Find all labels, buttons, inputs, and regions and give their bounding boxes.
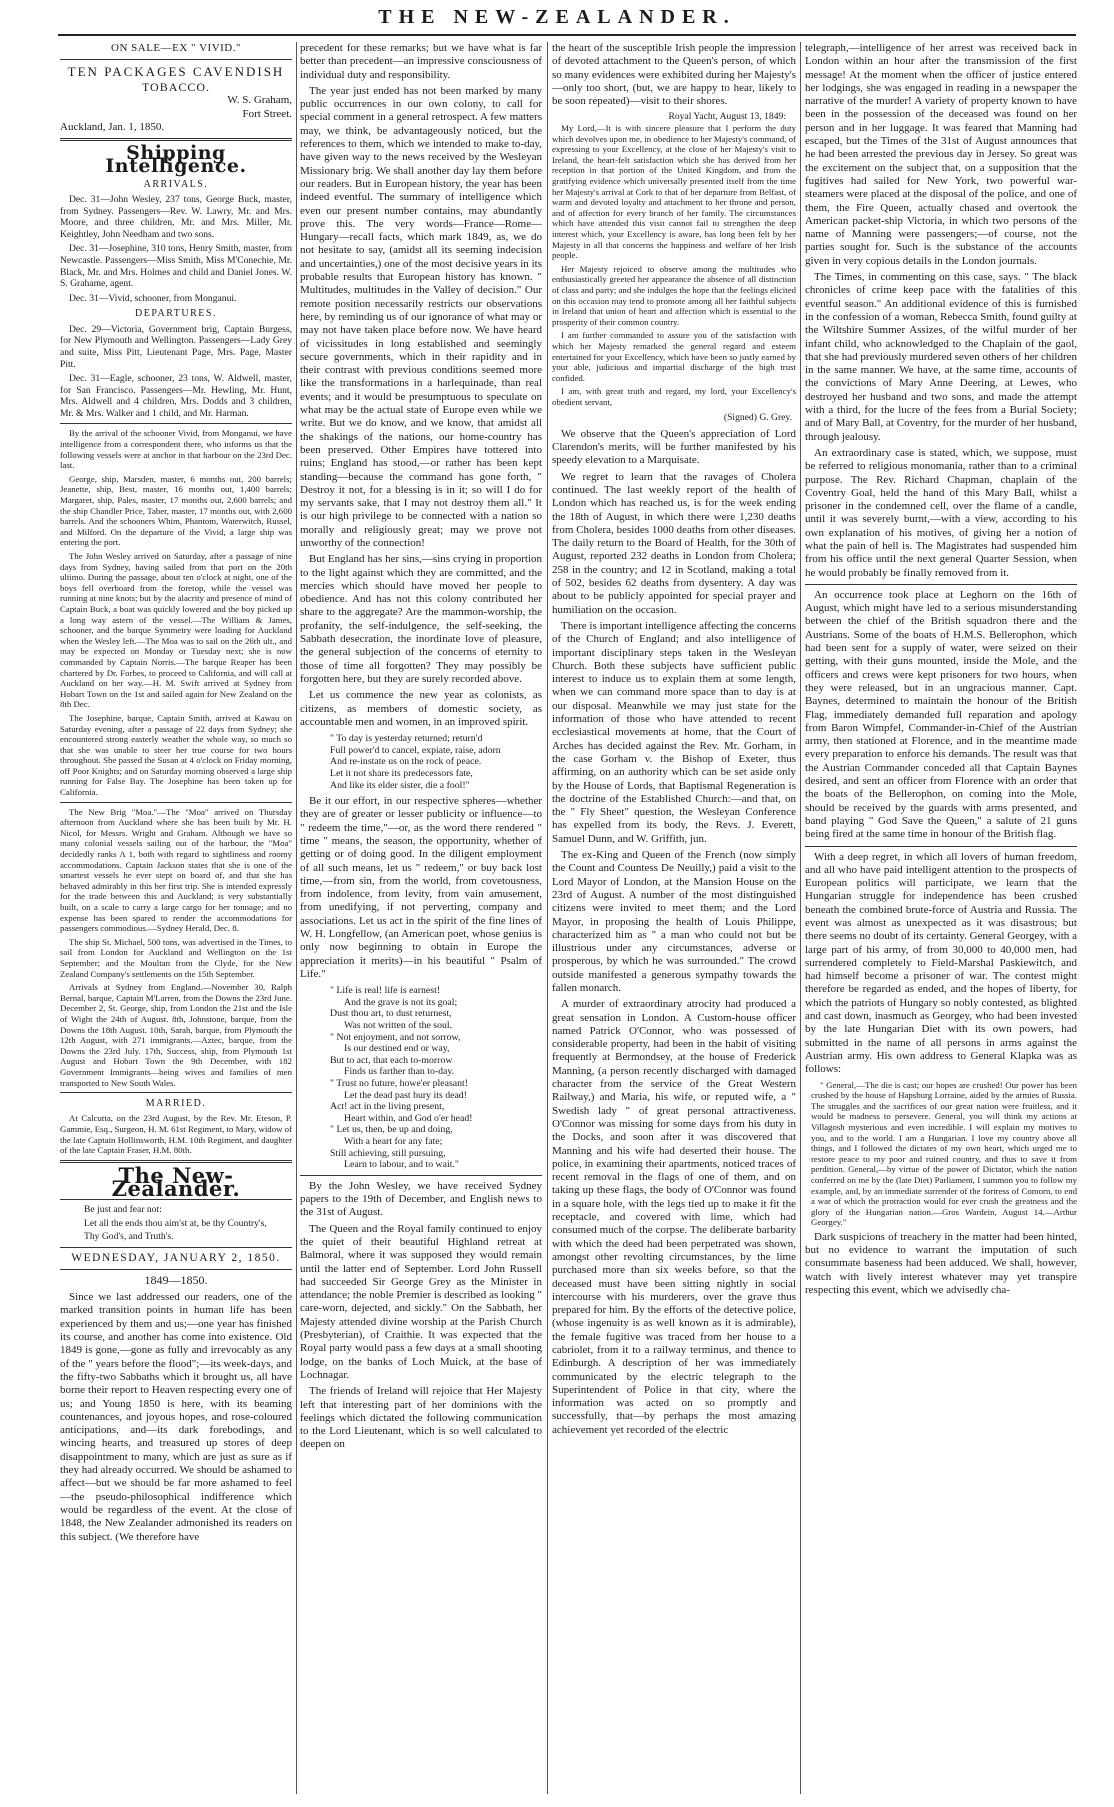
poem-line: Act! act in the living present, <box>330 1101 445 1113</box>
letter-paragraph: Her Majesty rejoiced to observe among the multitudes who enthusiastically greeted her appearance the absence of all distinction of class and party; and she indulges the hope that the feelings elicited on this occasion may tend to promote among all her faithful subjects in Ireland that union of heart and affection which is essential to the prosperity of their common country. <box>552 263 796 327</box>
poem-line: Was not written of the soul. <box>344 1020 453 1032</box>
editorial-paragraph: Since we last addressed our readers, one of the marked transition points in human life has been experienced by them and us;—one year has finished its course, and another has come into existence. Old 1849 is gone,—gone as fully and irrevocably as any of the " years before the flood";—its week-days, and the fifty-two Sabbaths which it brought us, all have borne their report to Heaven respecting every one of us; and Young 1850 is here, with its beaming countenances, and joyous hopes, and rose-coloured anticipations, and—its dark forebodings, and wincing hearts, and treasured up stores of deep disappointment to many, which are just as sure as if they had already occurred. We should be ashamed to affect—but we should be far more ashamed to feel—the pseudo-philosophical indifference which would be regardless of the event. At the close of 1848, the New Zealander admonished its readers on this subject. (We therefore have <box>60 1291 292 1543</box>
arrival-entry: Dec. 31—Josephine, 310 tons, Henry Smith, master, from Newcastle. Passengers—Miss Smith, Miss M'Conechie, Mr. Black, Mr. and Mrs. Holmes and child and Daniel Jones. W. S. Grahame, agent. <box>60 243 292 290</box>
departure-entry: Dec. 29—Victoria, Government brig, Captain Burgess, for New Plymouth and Wellington. Passengers—Lady Grey and suite, Miss Pitt, Lieutenant Page, Mrs. Page, Master Pitt. <box>60 323 292 370</box>
editorial-paragraph: Let us commence the new year as colonists, as citizens, as members of domestic society, as accountable men and women, in an improved spirit. <box>300 689 542 728</box>
news-paragraph: The John Wesley arrived on Saturday, after a passage of nine days from Sydney, having sailed from that port on the 20th ultimo. During the passage, about ten o'clock at night, one of the boys fell overboard from the foretop, while the vessel was running at nine knots; but by the alacrity and presence of mind of Captain Buck, a boat was quickly lowered and the boy picked up a long way astern of the vessel.—The William & James, schooner, and the barque Symmetry were loading for Auckland when the Wesley left.—The Moa was to sail on the 26th ult., and may be expected on Monday or Tuesday next; she is now commanded by Captain Norris.—The barque Reaper has been chartered by Dr. Forbes, to proceed to California, and will call at Auckland on her way.—H. M. Swift arrived at Sydney from Hobart Town on the 1st and sailed again for New Zealand on the 8th Dec. <box>60 551 292 710</box>
poem-line: Is our destined end or way, <box>344 1043 450 1055</box>
paper-title: The New-Zealander. <box>111 1162 241 1202</box>
news-paragraph: A murder of extraordinary atrocity had produced a great sensation in London. A Custom-house officer named Patrick O'Connor, who was possessed of considerable property, had been in the habit of visiting frequently at Bermondsey, at the house of Frederick Manning, (a person recently discharged with damaged character from the service of the Great Western Railway,) and Maria, his wife, or reputed wife, a " Swedish lady " of great personal attractiveness. O'Connor was missing for some days from his duty in the Docks, and soon after it was discovered that Manning and his wife had deserted their house. The police, in examining their apartments, noticed traces of recent removal in the flags of one of them, and on taking up these flags, the body of O'Connor was found in a square hole, with the legs tied up to make it fit the receptacle, and covered with lime, which had consumed much of the corpse. The deliberate barbarity with which the deed had been perpetrated was shown, amongst other revolting circumstances, by the lime purchased more than six weeks before, so that the deceased must have been sitting nightly in social intercourse with his murderers, over the grave thus prepared for him. By the efforts of the detective police, (whose ingenuity is as well known as it is admirable), the female fugitive was traced from her house to a cabriolet, from it to a railway terminus, and thence to Edinburgh. A description of her was immediately communicated by the electric telegraph to the Superintendent of Police in that city, where the information was acted on so promptly and successfully, that—by perhaps the most amazing achievement yet recorded of the electric <box>552 998 796 1436</box>
divider <box>60 1247 292 1248</box>
news-paragraph: By the arrival of the schooner Vivid, from Monganui, we have intelligence from a correspondent there, who informs us that the following vessels were at anchor in that harbour on the 23rd Dec. last. <box>60 428 292 471</box>
dateline: WEDNESDAY, JANUARY 2, 1850. <box>71 1251 281 1264</box>
news-paragraph: We observe that the Queen's appreciation of Lord Clarendon's merits, will be further manifested by his speedy elevation to a Marquisate. <box>552 427 796 467</box>
departures-head: DEPARTURES. <box>135 308 217 320</box>
poem-line: Let it not share its predecessors fate, <box>330 767 473 779</box>
poem-line: But to act, that each to-morrow <box>330 1054 453 1066</box>
news-paragraph: The ex-King and Queen of the French (now simply the Count and Countess De Neuilly,) paid a visit to the Lord Mayor of London, at the Mansion House on the 23rd of August. A number of the most distinguished citizens were invited to meet them; and the Lord Mayor, in proposing the health of Louis Philippe, characterized him as " a man who could not but be illustrious under any circumstances, adverse or prosperous, by which he was surrounded." The crowd outside manifested a generous sympathy towards the fallen monarch. <box>552 849 796 994</box>
ad-head: ON SALE—EX " VIVID." <box>111 42 241 54</box>
poem-2 <box>330 985 542 1171</box>
news-paragraph: We regret to learn that the ravages of Cholera continued. The last weekly report of the health of London which has reached us, is for the week ending the 18th of August, in which there were 1,230 deaths from Cholera, besides 1000 deaths from other diseases. The daily return to the Board of Health, for the 30th of August, reported 232 deaths in London from Cholera; 258 in the country; and 12 in Scotland, making a total of 502, besides 62 deaths from dysentery. A day was about to be publicly appointed for special prayer and humiliation on the occasion. <box>552 470 796 616</box>
arrival-entry: Dec. 31—Vivid, schooner, from Monganui. <box>69 292 237 304</box>
arrivals-head: ARRIVALS. <box>143 178 209 190</box>
news-paragraph: telegraph,—intelligence of her arrest was received back in London within an hour after the transmission of the first message! At the moment when the officer of justice entered her lodgings, she was engaged in reading in a newspaper the narrative of the murder! A variety of property known to have been in the possession of the deceased was found on her person and in her luggage. It was feared that Manning had escaped, but the Times of the 31st of August announces that he had been arrested the previous day in Jersey. So great was the excitement on the subject that, on a supposition that the fugitives had sailed for New York, two powerful war-steamers were placed at the disposal of the police, and one of them, the Fire Queen, actually chased and overtook the American packet-ship Victoria, in which two persons of the name of Manning were passengers;—of course, not the parties sought for. Such is the substance of the accounts given in very copious details in the London journals. <box>805 42 1077 267</box>
poem-line: And re-instate us on the rock of peace. <box>330 756 482 768</box>
news-paragraph: Arrivals at Sydney from England.—November 30, Ralph Bernal, barque, Captain M'Larren, from the Downs the 23rd June. December 2, St. George, ship, from London the 21st and the Isle of Wight the 24th of August. 8th, Johnstone, barque, from the Downs the 18th August. 10th, Sarah, barque, from Plymouth the 12th August, with 271 immigrants.—Aztec, barque, from the Downs the 23rd July. 17th, Success, ship, from Plymouth 1st August and Hobart Town the 9th December, with 182 Government Immigrants—being wives and families of men transported to New South Wales. <box>60 982 292 1088</box>
news-paragraph: The Times, in commenting on this case, says. " The black chronicles of crime keep pace with the fatalities of this eventful season." An additional evidence of this is furnished in the confession of a woman, Rebecca Smith, found guilty at the Wiltshire Summer Assizes, of the wilful murder of her infant child, who acknowledged to the Chaplain of the gaol, that she had previously murdered seven others of her children in the same manner. We have, at the same time, accounts of the convictions of Mary Anne Deering, at Lewes, who destroyed her husband and two sons, and made the attempt with a third, for the lucre of the fees from a Burial Society; and of Mary Ball, at Coventry, for the murder of her husband, through jealousy. <box>805 271 1077 443</box>
poem-line: Finds us farther than to-day. <box>344 1066 455 1078</box>
letter-paragraph: I am further commanded to assure you of the satisfaction with which her Majesty remarked the general regard and esteem entertained for your Excellency, which have been so justly earned by your able, judicious and impartial discharge of the high trust confided. <box>552 330 796 383</box>
ad-sign-2: Fort Street. <box>242 107 292 120</box>
column-divider <box>547 42 548 1794</box>
news-paragraph: The Queen and the Royal family continued to enjoy the quiet of their beautiful Highland retreat at Balmoral, where it was supposed they would remain until the latter end of September. Lord John Russell had succeeded Sir George Grey as the Minister in attendance; the noble Premier is described as looking " care-worn, dejected, and sickly." On the Sabbath, her Majesty attended divine worship at the Parish Church (Presbyterian), of Craithie. It was expected that the Royal party would pass a few days at a small shooting lodge, on the banks of Loch Muick, at the base of Lochnagar. <box>300 1222 542 1381</box>
news-paragraph: the heart of the susceptible Irish people the impression of devoted attachment to the Queen's person, of which so many evidences were exhibited during her Majesty's—only too short, (but, we are happy to hear, likely to be soon repeated)—visit to their shores. <box>552 42 796 108</box>
column-divider <box>800 42 801 1794</box>
divider <box>805 584 1077 585</box>
georgey-address: " General,—The die is cast; our hopes are crushed! Our power has been crushed by the house of Hapsburg Lorraine, aided by the armies of Russia. The struggles and the sacrifices of our great nation were fruitless, and it would be madness to persevere. General, you will think my actions at Villagosh mysterious and even incredible. I will explain my motives to you, and to the world. I am a Hungarian. I love my country above all things, and I followed the dictates of my own heart, which urged me to restore peace to my poor and ruined country, and thus to save it from perdition. General,—by virtue of the power of Dictator, which the nation conferred on me by the (late Diet) Parliament, I summon you to follow my example, and, by an immediate surrender of the fortress of Comorn, to end a war of which the protraction would for ever crush the greatness and the glory of the Hungarian nation.—Gros Wardein, August 14.—Arthur Georgey." <box>811 1079 1077 1228</box>
column-1 <box>60 42 292 1794</box>
news-paragraph: George, ship, Marsden, master, 6 months out, 200 barrels; Jeanette, ship, Best, master, 16 months out, 1,400 barrels; Margaret, ship, Pales, master, 17 months out, 2,600 barrels; and the ship Chandler Price, Taber, master, 17 months out, with 2,600 barrels. And the schooners Whim, Phantom, Waterwitch, Russel, and Milford. On the departure of the Vivid, a large ship was entering the port. <box>60 473 292 548</box>
poem-line: " Trust no future, howe'er pleasant! <box>330 1078 468 1090</box>
news-paragraph: Dark suspicions of treachery in the matter had been hinted, but no evidence to warrant the imputation of such consummate baseness had been adduced. We shall, however, watch with lively interest whatever may yet transpire respecting this event, which we advisedly cha- <box>805 1230 1077 1297</box>
poem-line: Full power'd to cancel, expiate, raise, adorn <box>330 744 501 756</box>
poem-line: Dust thou art, to dust returnest, <box>330 1008 452 1020</box>
motto-line: Let all the ends thou aim'st at, be thy Country's, <box>84 1217 267 1229</box>
divider <box>805 846 1077 847</box>
divider <box>60 802 292 803</box>
editorial-paragraph: Be it our effort, in our respective spheres—whether they are of greater or lesser publicity or influence—to " redeem the time,"—or, as the word there rendered " time " means, the season, the opportunity, whether of getting or of doing good. In the diligent employment of all such means, let us " redeem," or buy back lost time,—from sin, from the world, from covetousness, from indolence, from levity, from vain amusement, from unedifying, if not perverting, company and associations. Let us act in the spirit of the fine lines of W. H. Longfellow, (an American poet, whose genius is only now beginning to obtain in Europe the appreciation it merits)—in his beautiful " Psalm of Life." <box>300 795 542 980</box>
married-notice: At Calcutta, on the 23rd August, by the Rev. Mr. Eteson, P. Gammie, Esq., Surgeon, H. M. 61st Regiment, to Mary, widow of the late Captain Hollinsworth, H.M. 10th Regiment, and daughter of the late Captain Fraser, H.M. 80th. <box>60 1113 292 1156</box>
masthead: THE NEW-ZEALANDER. <box>378 6 736 28</box>
news-paragraph: With a deep regret, in which all lovers of human freedom, and all who have paid intelligent attention to the prospects of European politics will participate, we learn that the Hungarian struggle for independence has been crushed beneath the combined brute-force of Austria and Russia. The event was almost as unexpected as it was disastrous; but there seems no doubt of its certainty. General Georgey, with a large part of his army, of from 30,000 to 40,000 men, had surrendered completely to Field-Marshal Paskiewitch, and had himself become a prisoner of war. The contest might therefore be regarded as ended, and the hopes of liberty, for which the patriots of Hungary so nobly contested, as blighted and cast down, inasmuch as Georgey, who had been invested by the late Hungarian Diet with its own powers, had submitted in the name of all persons in arms against the Austrian army. His own address to General Klapka was as follows: <box>805 850 1077 1076</box>
editorial-paragraph: The year just ended has not been marked by many public occurrences in our own colony, to call for special comment in a general retrospect. A few matters may, we think, be advantageously noticed, but the references to them, which we intended to make to-day, have given way to the news received by the Wesleyan Missionary brig. We shall another day lay them before our readers. But in European history, the year has been indeed eventful. The summary of intelligence which even our present number contains, may abundantly prove this. The very words—France—Rome—Hungary—recall facts, which mark 1849, as, we do not hesitate to say, (amidst all its seeming indecision and uncertainties,) one of the most decisive years in its probable results that European history has known. " Multitudes, multitudes in the Valley of decision." Our remote position necessarily restricts our observations here, by reminding us of our ignorance of what may or may not have taken place before now. We have heard of vicissitudes in long established and seemingly secure governments, which in their rapidity and in their contrast with previous conditions seemed more like the transformations in a harlequinade, than real events; and it would be presumptuous to speculate on what may be the actual state of Europe even while we write. But we do know, and we know, that amidst all the shakings of the nations, our home-country has been preserved. Other Empires have tottered into ruins; England has stood,—or rather has been kept standing—because the command has gone forth, " Destroy it not, for a blessing is in it; so will I do for my servants sake, that I may not destroy them all." It is our high privilege to be connected with a nation so morally and religiously great; may we prove not unworthy of the connection! <box>300 84 542 549</box>
editorial-paragraph: But England has her sins,—sins crying in proportion to the light against which they are committed, and the mercies which should have moved her people to obedience. And has not this colony contributed her share to the aggregate? Are the mammon-worship, the profanity, the self-indulgence, the self-seeking, the Sabbath desecration, the inordinate love of pleasure, the general subjection of the concerns of eternity to those of time all forgotten? They may possibly be forgotten here, but they are surely recorded above. <box>300 553 542 685</box>
ad-line-1: TEN PACKAGES CAVENDISH <box>67 64 285 80</box>
poem-line: " Life is real! life is earnest! <box>330 985 441 997</box>
news-paragraph: An extraordinary case is stated, which, we suppose, must be referred to religious monomania, rather than to a criminal purpose. The Rev. Richard Chapman, chaplain of the Coventry Goal, held the hand of this Mary Ball, whilst a prisoner in the condemned cell, over the flame of a candle, until it was severely burnt,—with a view, according to his own explanation of his motives, of giving her a notion of what the pain of hell is. The Magistrates had suspended him from his office until the next general Quarter Session, when he would probably be finally removed from it. <box>805 446 1077 579</box>
news-paragraph: The ship St. Michael, 500 tons, was advertised in the Times, to sail from London for Auckland and Wellington on the 1st September; and the Moultan from the Clyde, for the New Zealand Company's settlements on the 15th September. <box>60 936 292 979</box>
news-paragraph: The Josephine, barque, Captain Smith, arrived at Kawau on Saturday evening, after a passage of 22 days from Sydney; she encountered strong easterly weather the whole way, so much so that she was unable to steer her true course for two hours throughout. She passed the Susan at 4 o'clock on Friday morning, off Poor Knights; and on Saturday morning observed a large ship running for False Bay. The Josephine has been taken up for California. <box>60 712 292 798</box>
letter-paragraph: My Lord,—It is with sincere pleasure that I perform the duty which devolves upon me, in obedience to her Majesty's command, of expressing to your Excellency, at the close of her Majesty's visit to Ireland, the heart-felt satisfaction which she has derived from her reception in that portion of the United Kingdom, and from the gratifying evidence which universally presented itself from the time her Majesty's arrival at Cork to that of her departure from Belfast, of warm and devoted loyalty and attachment to her throne and person, and of affection for every branch of her family. The circumstances which have attended this visit cannot fail to strengthen the deep interest which, your Excellency is aware, has long been felt by her Majesty in all that concerns the happiness and welfare of her Irish people. <box>552 123 796 261</box>
married-head: MARRIED. <box>145 1098 207 1110</box>
letter-paragraph: I am, with great truth and regard, my lord, your Excellency's obedient servant, <box>552 386 796 407</box>
poem-1 <box>330 733 542 791</box>
poem-line: " Not enjoyment, and not sorrow, <box>330 1031 461 1043</box>
poem-line: " Let us, then, be up and doing, <box>330 1124 453 1136</box>
poem-line: Learn to labour, and to wait." <box>344 1159 459 1171</box>
divider <box>60 138 292 141</box>
divider <box>60 1269 292 1270</box>
motto-line: Thy God's, and Truth's. <box>84 1231 174 1243</box>
poem-line: " To day is yesterday returned; return'd <box>330 733 483 745</box>
motto-line: Be just and fear not: <box>84 1204 162 1216</box>
poem-line: Let the dead past bury its dead! <box>344 1089 467 1101</box>
divider <box>300 1175 542 1176</box>
divider <box>60 423 292 424</box>
poem-line: Heart within, and God o'er head! <box>344 1112 473 1124</box>
news-paragraph: An occurrence took place at Leghorn on the 16th of August, which might have led to a serious misunderstanding between the chief of the British squadron there and the Austrians. Some of the boats of H.M.S. Bellerophon, which had been sent for a supply of water, were seized on their getting, with their guns mounted, inside the Mole, and the officers and crews were kept prisoners for two hours, when they were released, but in an ungracious manner. Capt. Baynes, determined to maintain the honour of the British Flag, immediately demanded full reparation and apology from Baron Wimpfel, Commander-in-Chief of the Austrian army, then stationed at Florence, and in the meantime made every preparation to enforce his demands. The result was that the Austrian Commander conceded all that Captain Baynes desired, and sent an officer from Florence with an order that the boats of the Bellerophon, on coming into the Mole, should be received by the guards with arms presented, and band playing " God Save the Queen," a salute of 21 guns being fired at the same time in honour of the British flag. <box>805 588 1077 841</box>
news-paragraph: By the John Wesley, we have received Sydney papers to the 19th of December, and English news to the 31st of August. <box>300 1179 542 1219</box>
poem-line: And like its elder sister, die a fool!" <box>330 779 470 791</box>
poem-line: Still achieving, still pursuing, <box>330 1147 446 1159</box>
ad-sign-1: W. S. Graham, <box>227 94 292 107</box>
news-paragraph: The friends of Ireland will rejoice that Her Majesty left that interesting part of her dominions with the feelings which dictated the following communication to the Lord Lieutenant, which is so well calculated to deepen on <box>300 1385 542 1451</box>
shipping-title: Shipping Intelligence. <box>105 142 247 178</box>
column-divider <box>296 42 297 1794</box>
poem-line: And the grave is not its goal; <box>344 996 458 1008</box>
divider <box>60 1092 292 1093</box>
arrival-entry: Dec. 31—John Wesley, 237 tons, George Buck, master, from Sydney. Passengers—Rev. W. Lawry, Mr. and Mrs. Moore, and three children, Mr. and Mrs. Miller, Mr. Keightley, John Needham and two sons. <box>60 194 292 240</box>
letter-signature: (Signed) G. Grey. <box>723 411 792 423</box>
poem-line: With a heart for any fate; <box>344 1135 443 1147</box>
departure-entry: Dec. 31—Eagle, schooner, 23 tons, W. Aldwell, master, for San Francisco. Passengers—Mr. Hewling, Mr. Hunt, Mrs. Aldwell and 4 children, Mrs. Dodds and 3 children, Mr. & Mrs. Walker and 1 child, and Mr. Harman. <box>60 373 292 419</box>
divider <box>60 59 292 60</box>
letter-place: Royal Yacht, August 13, 1849: <box>668 111 786 123</box>
news-paragraph: The New Brig "Moa."—The "Moa" arrived on Thursday afternoon from Auckland where she has been built by Mr. H. Nicol, for Messrs. Wright and Graham. Although we have so many colonial vessels sailing out of the harbour, the "Moa" decidedly ranks A 1, both with regard to sightliness and roomy accommodations. Captain Jackson states that she is one of the smartest vessels he ever stept on board of, and that she has behaved admirably in this her first trip. She is intended expressly for the trade between this and Auckland; is very substantially built, on a scale to carry a large cargo for her tonnage; and no expense has been spared to render the accommodations for passengers commodious.—Sydney Herald, Dec. 8. <box>60 806 292 934</box>
editorial-head: 1849—1850. <box>144 1272 208 1287</box>
ad-line-2: TOBACCO. <box>141 80 211 95</box>
ad-date: Auckland, Jan. 1, 1850. <box>60 120 165 133</box>
news-paragraph: There is important intelligence affecting the concerns of the Church of England; and also intelligence of important disciplinary steps taken in the Wesleyan Church. Both these subjects have sufficient public interest to induce us to explain them at some length, when we can command more space than to day is at our disposal. Meanwhile we may just state for the information of those who have attended to recent ecclesiastical movements at home, that the Court of Arches has decided against the Rev. Mr. Gorham, in the case Gorham v. the Bishop of Exeter, thus affirming, on an authority which can be set aside only by the House of Lords, that Baptismal Regeneration is the doctrine of the Established Church:—and that, on the " Fly Sheet" question, the Wesleyan Conference has expelled from its body, the Revs. J. Everett, Samuel Dunn, and W. Griffith, jun. <box>552 619 796 845</box>
editorial-paragraph: precedent for these remarks; but we have what is far better than precedent—an impressive consciousness of individual duty and responsibility. <box>300 42 542 81</box>
column-4 <box>805 42 1077 1794</box>
column-3 <box>552 42 796 1794</box>
column-2 <box>300 42 542 1794</box>
masthead-rule <box>58 34 1076 36</box>
